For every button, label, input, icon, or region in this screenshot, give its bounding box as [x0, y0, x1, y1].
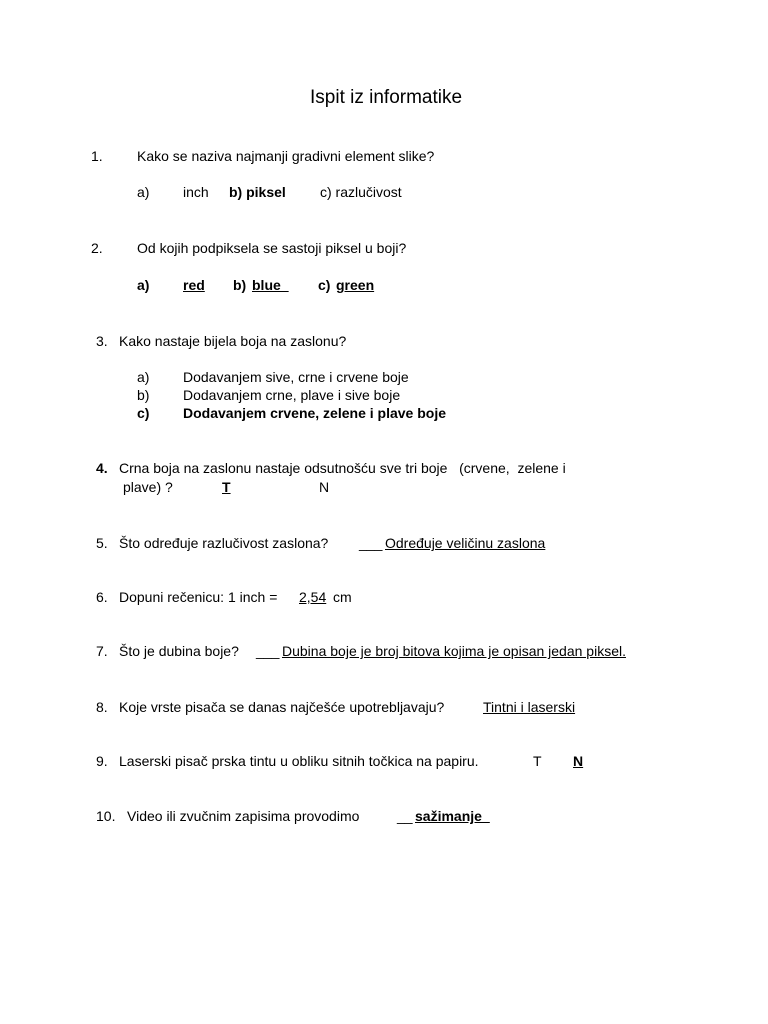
- answer-false: N: [319, 479, 330, 495]
- option-text: inch: [183, 184, 209, 200]
- question-number: 8.: [96, 699, 108, 715]
- answer-true: T: [222, 479, 231, 495]
- option-correct: Dodavanjem crvene, zelene i plave boje: [183, 405, 446, 421]
- option-label: c): [318, 277, 331, 293]
- page-title: Ispit iz informatike: [310, 87, 463, 108]
- answer-text: Određuje veličinu zaslona: [385, 535, 546, 551]
- question-number: 2.: [91, 240, 103, 256]
- answer-text: Tintni i laserski: [483, 699, 576, 715]
- question-text: Koje vrste pisača se danas najčešće upotrebljavaju?: [119, 699, 445, 715]
- option-label: b): [233, 277, 247, 293]
- option-text: Dodavanjem crne, plave i sive boje: [183, 387, 401, 403]
- option-text: c) razlučivost: [320, 184, 402, 200]
- question-number: 5.: [96, 535, 108, 551]
- option-text: Dodavanjem sive, crne i crvene boje: [183, 369, 409, 385]
- option-label: a): [137, 277, 150, 293]
- option-answer: blue_: [252, 277, 289, 293]
- question-number: 3.: [96, 333, 108, 349]
- question-text: Dopuni rečenicu: 1 inch =: [119, 589, 278, 605]
- option-label: a): [137, 369, 150, 385]
- question-text: Od kojih podpiksela se sastoji piksel u boji?: [137, 240, 407, 256]
- question-text: Što je dubina boje?: [119, 643, 239, 659]
- question-text: Video ili zvučnim zapisima provodimo: [127, 808, 360, 824]
- answer-text: Dubina boje je broj bitova kojima je opisan jedan piksel.: [282, 643, 626, 659]
- question-number: 4.: [96, 460, 108, 476]
- question-number: 9.: [96, 753, 108, 769]
- answer-blank: __: [397, 808, 413, 824]
- question-number: 1.: [91, 148, 103, 164]
- answer-text: 2,54: [299, 589, 327, 605]
- question-text: Kako se naziva najmanji gradivni element slike?: [137, 148, 435, 164]
- option-label: c): [137, 405, 150, 421]
- answer-false: N: [573, 753, 584, 769]
- question-number: 10.: [96, 808, 116, 824]
- question-number: 7.: [96, 643, 108, 659]
- question-text: Crna boja na zaslonu nastaje odsutnošću sve tri boje (crvene, zelene i: [119, 460, 566, 476]
- question-text: Laserski pisač prska tintu u obliku sitnih točkica na papiru.: [119, 753, 479, 769]
- question-text: Što određuje razlučivost zaslona?: [119, 535, 329, 551]
- option-label: a): [137, 184, 150, 200]
- question-text-continued: plave) ?: [123, 479, 173, 495]
- question-text: Kako nastaje bijela boja na zaslonu?: [119, 333, 347, 349]
- option-label: b): [137, 387, 150, 403]
- answer-unit: cm: [333, 589, 352, 605]
- answer-text: sažimanje_: [415, 808, 490, 824]
- option-correct: b) piksel: [229, 184, 286, 200]
- answer-blank: ___: [359, 535, 383, 551]
- option-answer: green: [336, 277, 375, 293]
- option-answer: red: [183, 277, 205, 293]
- answer-true: T: [533, 753, 542, 769]
- answer-blank: ___: [256, 643, 280, 659]
- question-number: 6.: [96, 589, 108, 605]
